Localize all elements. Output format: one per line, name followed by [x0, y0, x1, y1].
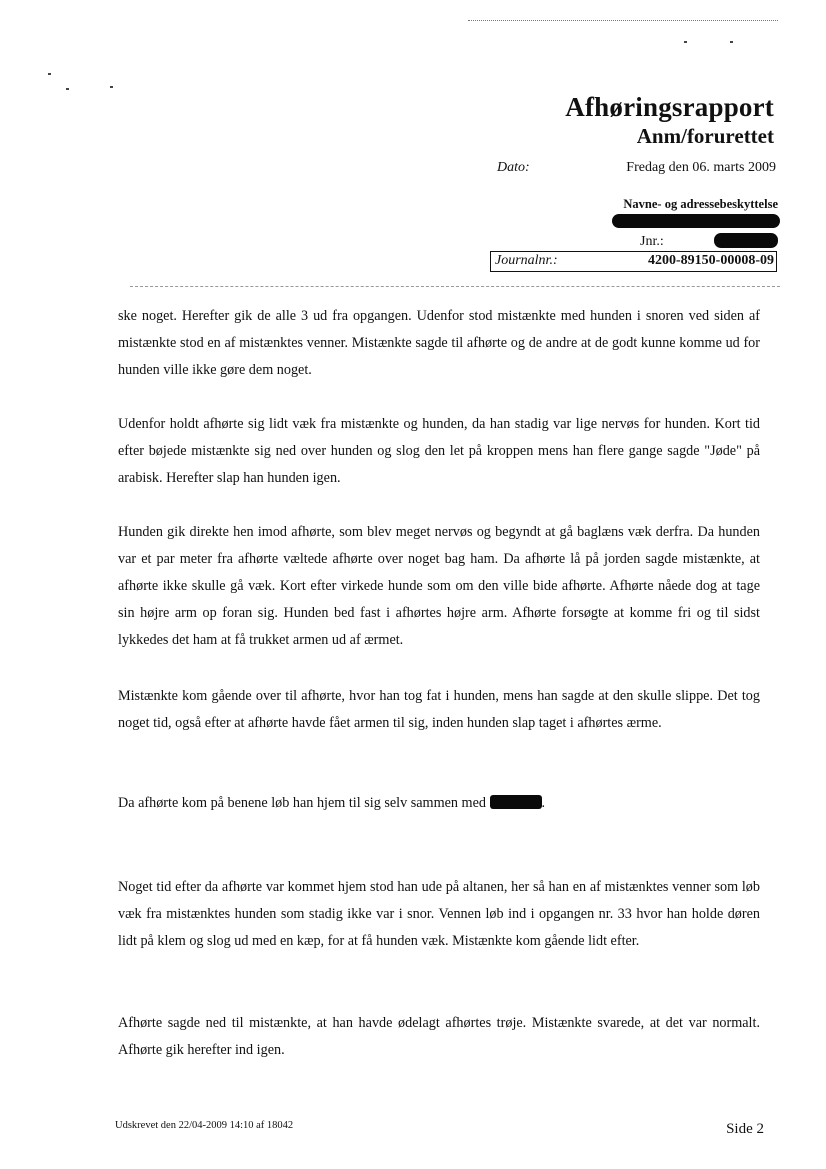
redaction-name — [612, 214, 780, 228]
paragraph-7 — [118, 1010, 760, 1064]
paragraph-text: Hunden gik direkte hen imod afhørte, som blev meget nervøs og begyndt at gå baglæns væk derfra. Da hunden var et par meter fra afhørte væltede afhørte over noget bag ham. Da afhørte lå på jorden sagde mistænkte, at afhørte ikke skulle gå væk. Kort efter virkede hunde som om den ville bide afhørte. Afhørte nåede dog at tage sin højre arm op foran sig. Hunden bed fast i afhørtes højre arm. Afhørte forsøgte at komme fri og til sidst lykkedes det ham at få trukket armen ud af ærmet. — [118, 524, 760, 648]
jnr-label: Jnr.: — [640, 234, 664, 249]
journal-label: Journalnr.: — [495, 253, 558, 268]
printed-info: Udskrevet den 22/04-2009 14:10 af 18042 — [115, 1120, 294, 1131]
scan-speck — [110, 86, 113, 88]
paragraph-text: Mistænkte kom gående over til afhørte, hvor han tog fat i hunden, mens han sagde at den skulle slippe. Det tog noget tid, også efter at afhørte havde fået armen til sig, inden hunden slap taget i afhørtes ærme. — [118, 688, 760, 731]
paragraph-text: Udenfor holdt afhørte sig lidt væk fra mistænkte og hunden, da han stadig var lige nervøs for hunden. Kort tid efter bøjede mistænkte sig ned over hunden og slog den let på kroppen mens han flere gange sagde "Jøde" på arabisk. Herefter slap han hunden igen. — [118, 416, 760, 486]
paragraph-6 — [118, 874, 760, 955]
top-dotted-line — [468, 20, 778, 21]
paragraph-5 — [118, 790, 760, 817]
paragraph-text-part: Da afhørte kom på benene løb han hjem til sig selv sammen med — [118, 795, 486, 811]
paragraph-4 — [118, 683, 760, 737]
protection-label: Navne- og adressebeskyttelse — [623, 197, 778, 211]
scan-speck — [48, 73, 51, 75]
paragraph-text: Noget tid efter da afhørte var kommet hjem stod han ude på altanen, her så han en af mistænktes venner som løb væk fra mistænktes hunden som stadig ikke var i snor. Vennen løb ind i opgangen nr. 33 hvor han holde døren lidt på klem og slog ud med en kæp, for at få hunden væk. Mistænkte kom gående lidt efter. — [118, 879, 760, 949]
paragraph-end-period: . — [541, 795, 546, 811]
journal-number: 4200-89150-00008-09 — [648, 253, 774, 268]
page-number: Side 2 — [726, 1121, 764, 1137]
paragraph-1 — [118, 303, 760, 384]
scan-speck — [684, 41, 687, 43]
redaction-jnr — [714, 233, 778, 248]
date-label: Dato: — [497, 160, 530, 175]
paragraph-2 — [118, 411, 760, 492]
scan-speck — [730, 41, 733, 43]
scan-speck — [66, 88, 69, 90]
journal-box — [490, 251, 777, 272]
paragraph-3 — [118, 519, 760, 654]
header-divider — [130, 286, 780, 287]
paragraph-text: Afhørte sagde ned til mistænkte, at han havde ødelagt afhørtes trøje. Mistænkte svarede, at det var normalt. Afhørte gik herefter ind igen. — [118, 1015, 760, 1058]
report-subtitle: Anm/forurettet — [636, 124, 774, 148]
date-value: Fredag den 06. marts 2009 — [626, 160, 776, 175]
redaction-name-inline — [490, 795, 542, 809]
report-title: Afhøringsrapport — [565, 92, 774, 122]
paragraph-text — [118, 790, 760, 817]
paragraph-text: ske noget. Herefter gik de alle 3 ud fra opgangen. Udenfor stod mistænkte med hunden i snoren ved siden af mistænkte stod en af mistænktes venner. Mistænkte sagde til afhørte og de andre at de godt kunne komme ud for hunden ville ikke gøre dem noget. — [118, 308, 760, 378]
